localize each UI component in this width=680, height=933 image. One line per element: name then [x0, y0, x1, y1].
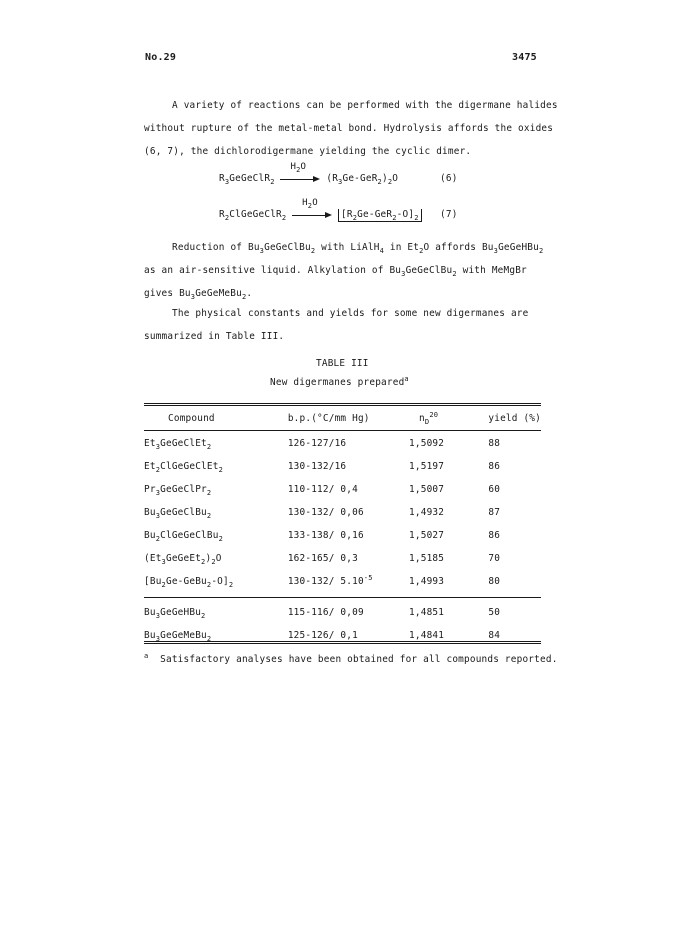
column-header: yield (%) — [488, 412, 541, 424]
yield-cell: 88 — [488, 438, 501, 449]
yield-cell: 60 — [488, 484, 501, 495]
reagent-label: $H_2O$ — [290, 161, 307, 174]
equation-rhs: $(R_3Ge-GeR_2)_2O$ — [326, 173, 399, 186]
paragraph-3 — [144, 302, 544, 348]
yield-cell: 86 — [488, 530, 501, 541]
header-rule — [144, 430, 541, 431]
table-row — [144, 501, 541, 524]
table-title: TABLE III — [316, 358, 369, 369]
yield-cell: 86 — [488, 461, 501, 472]
text-line: without rupture of the metal-metal bond. Hydrolysis affords the oxides — [144, 123, 554, 134]
refractive-index-cell: 1,4993 — [409, 576, 445, 587]
compound-cell: $Pr_3GeGeClPr_2$ — [144, 484, 212, 497]
refractive-index-cell: 1,5092 — [409, 438, 445, 449]
text-line: The physical constants and yields for some new digermanes are — [172, 308, 529, 319]
compound-cell: $Et_2ClGeGeClEt_2$ — [144, 461, 223, 474]
table-header-row — [144, 404, 541, 432]
text-line: A variety of reactions can be performed with the digermane halides — [172, 100, 558, 111]
yield-cell: 84 — [488, 630, 501, 641]
paragraph-2 — [144, 236, 544, 305]
compound-cell: $Et_3GeGeClEt_2$ — [144, 438, 212, 451]
yield-cell: 50 — [488, 607, 501, 618]
equation-lhs: $R_2ClGeGeClR_2$ — [219, 209, 287, 222]
refractive-index-cell: 1,4851 — [409, 607, 445, 618]
refractive-index-cell: 1,5027 — [409, 530, 445, 541]
reaction-arrow-icon — [292, 197, 332, 220]
equation-7 — [219, 197, 422, 222]
boiling-point-cell: 130-132/ 0,06 — [287, 507, 364, 518]
table-footnote: $^a$ Satisfactory analyses have been obtained for all compounds reported. — [144, 652, 558, 665]
journal-issue: No.29 — [145, 52, 177, 63]
equation-number: (7) — [440, 209, 458, 220]
text-line: Reduction of $Bu_3GeGeClBu_2$ with LiAlH$_4$ in $Et_2O$ affords $Bu_3GeGeHBu_2$ — [172, 242, 544, 255]
refractive-index-cell: 1,4932 — [409, 507, 445, 518]
table-row — [144, 432, 541, 455]
compound-cell: $(Et_3GeGeEt_2)_2O$ — [144, 553, 222, 566]
yield-cell: 80 — [488, 576, 501, 587]
boiling-point-cell: 162-165/ 0,3 — [287, 553, 358, 564]
reagent-label: $H_2O$ — [302, 197, 318, 210]
digermanes-table — [144, 404, 541, 647]
table-bottom-rule — [144, 643, 541, 644]
compound-cell: $Bu_3GeGeClBu_2$ — [144, 507, 212, 520]
boiling-point-cell: 125-126/ 0,1 — [287, 630, 358, 641]
column-header: b.p.(°C/mm Hg) — [287, 412, 370, 424]
compound-cell: $Bu_2ClGeGeClBu_2$ — [144, 530, 223, 543]
boiling-point-cell: 126-127/16 — [287, 438, 347, 449]
equation-6 — [219, 161, 399, 186]
boiling-point-cell: 110-112/ 0,4 — [287, 484, 358, 495]
column-header: $n_D^{20}$ — [419, 410, 439, 426]
cyclic-bracket: $[R_2Ge-GeR_2-O]_2$ — [338, 209, 422, 222]
boiling-point-cell: 130-132/ $5.10^{-5}$ — [287, 574, 373, 587]
footnote-mark: a — [144, 652, 149, 660]
table-caption: New digermanes prepared$^a$ — [270, 375, 409, 388]
reaction-arrow-icon — [280, 161, 320, 184]
paragraph-1 — [144, 94, 558, 163]
compound-cell: $Bu_3GeGeMeBu_2$ — [144, 630, 212, 643]
refractive-index-cell: 1,5197 — [409, 461, 445, 472]
equation-number: (6) — [440, 173, 458, 184]
yield-cell: 87 — [488, 507, 501, 518]
refractive-index-cell: 1,4841 — [409, 630, 445, 641]
refractive-index-cell: 1,5007 — [409, 484, 445, 495]
table-row — [144, 601, 541, 624]
text-line: (6, 7), the dichlorodigermane yielding the cyclic dimer. — [144, 146, 472, 157]
table-row — [144, 455, 541, 478]
boiling-point-cell: 133-138/ 0,16 — [287, 530, 364, 541]
column-header: Compound — [168, 412, 215, 424]
table-row — [144, 547, 541, 570]
boiling-point-cell: 115-116/ 0,09 — [287, 607, 364, 618]
text-line: summarized in Table III. — [144, 331, 285, 342]
boiling-point-cell: 130-132/16 — [287, 461, 347, 472]
refractive-index-cell: 1,5185 — [409, 553, 445, 564]
page-number: 3475 — [512, 52, 537, 63]
compound-cell: $[Bu_2Ge-GeBu_2-O]_2$ — [144, 576, 234, 589]
compound-cell: $Bu_3GeGeHBu_2$ — [144, 607, 206, 620]
footnote-mark: a — [404, 375, 409, 383]
text-line: as an air-sensitive liquid. Alkylation of $Bu_3GeGeClBu_2$ with MeMgBr — [144, 265, 527, 278]
yield-cell: 70 — [488, 553, 501, 564]
table-bottom-rule — [144, 641, 541, 642]
table-row — [144, 478, 541, 501]
group-rule — [144, 597, 541, 598]
table-row — [144, 524, 541, 547]
equation-lhs: $R_3GeGeClR_2$ — [219, 173, 275, 186]
table-row — [144, 570, 541, 593]
text-line: gives $Bu_3GeGeMeBu_2$. — [144, 288, 253, 301]
